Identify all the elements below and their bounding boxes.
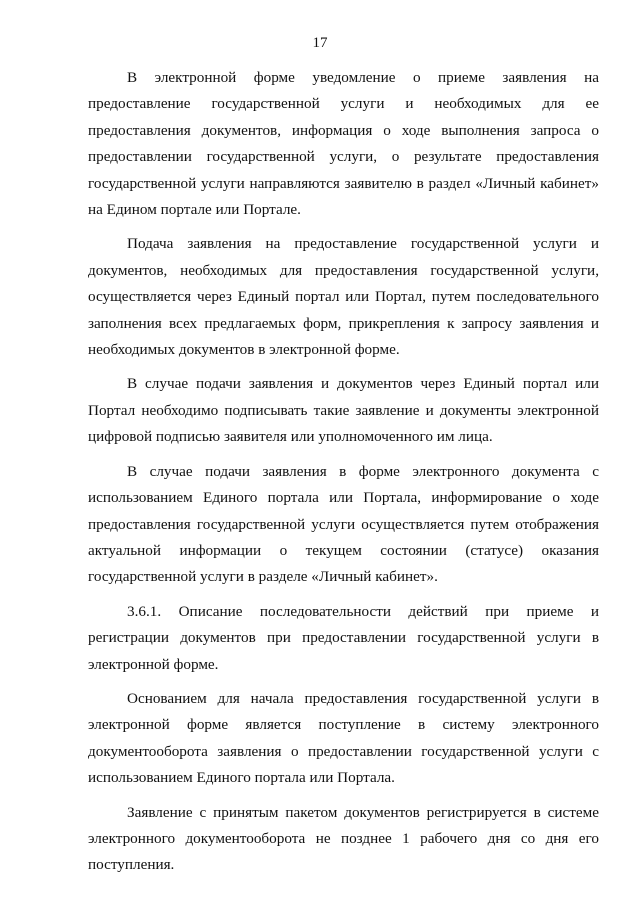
paragraph-status-informing: В случае подачи заявления в форме электронного документа с использованием Единого портала или Портала, информирование о ходе предоставления государственной услуги осуществляется путем отображения актуальной информации о текущем состоянии (статусе) оказания государственной услуги в разделе «Личный кабинет». bbox=[88, 462, 599, 586]
paragraph-digital-signature: В случае подачи заявления и документов через Единый портал или Портал необходимо подписывать такие заявление и документы электронной цифровой подписью заявителя или уполномоченного им лица. bbox=[88, 375, 599, 446]
paragraph-grounds-for-service: Основанием для начала предоставления государственной услуги в электронной форме является поступление в систему электронного документооборота заявления о предоставлении государственной услуги с использованием Единого портала или Портала. bbox=[88, 689, 599, 787]
page-number: 17 bbox=[312, 35, 328, 51]
paragraph-application-submission: Подача заявления на предоставление государственной услуги и документов, необходимых для предоставления государственной услуги, осуществляется через Единый портал или Портал, путем последовательного заполнения всех предлагаемых форм, прикрепления к запросу заявления и необходимых документов в электронной форме. bbox=[88, 235, 599, 359]
paragraph-section-3-6-1-heading: 3.6.1. Описание последовательности действий при приеме и регистрации документов при предоставлении государственной услуги в электронной форме. bbox=[88, 602, 599, 673]
document-body bbox=[88, 65, 599, 879]
paragraph-registration-deadline: Заявление с принятым пакетом документов регистрируется в системе электронного документооборота не позднее 1 рабочего дня со дня его поступления. bbox=[88, 803, 599, 874]
paragraph-electronic-notification: В электронной форме уведомление о приеме заявления на предоставление государственной услуги и необходимых для ее предоставления документов, информация о ходе выполнения запроса о предоставлении государственной услуги, о результате предоставления государственной услуги направляются заявителю в раздел «Личный кабинет» на Едином портале или Портале. bbox=[88, 69, 599, 219]
